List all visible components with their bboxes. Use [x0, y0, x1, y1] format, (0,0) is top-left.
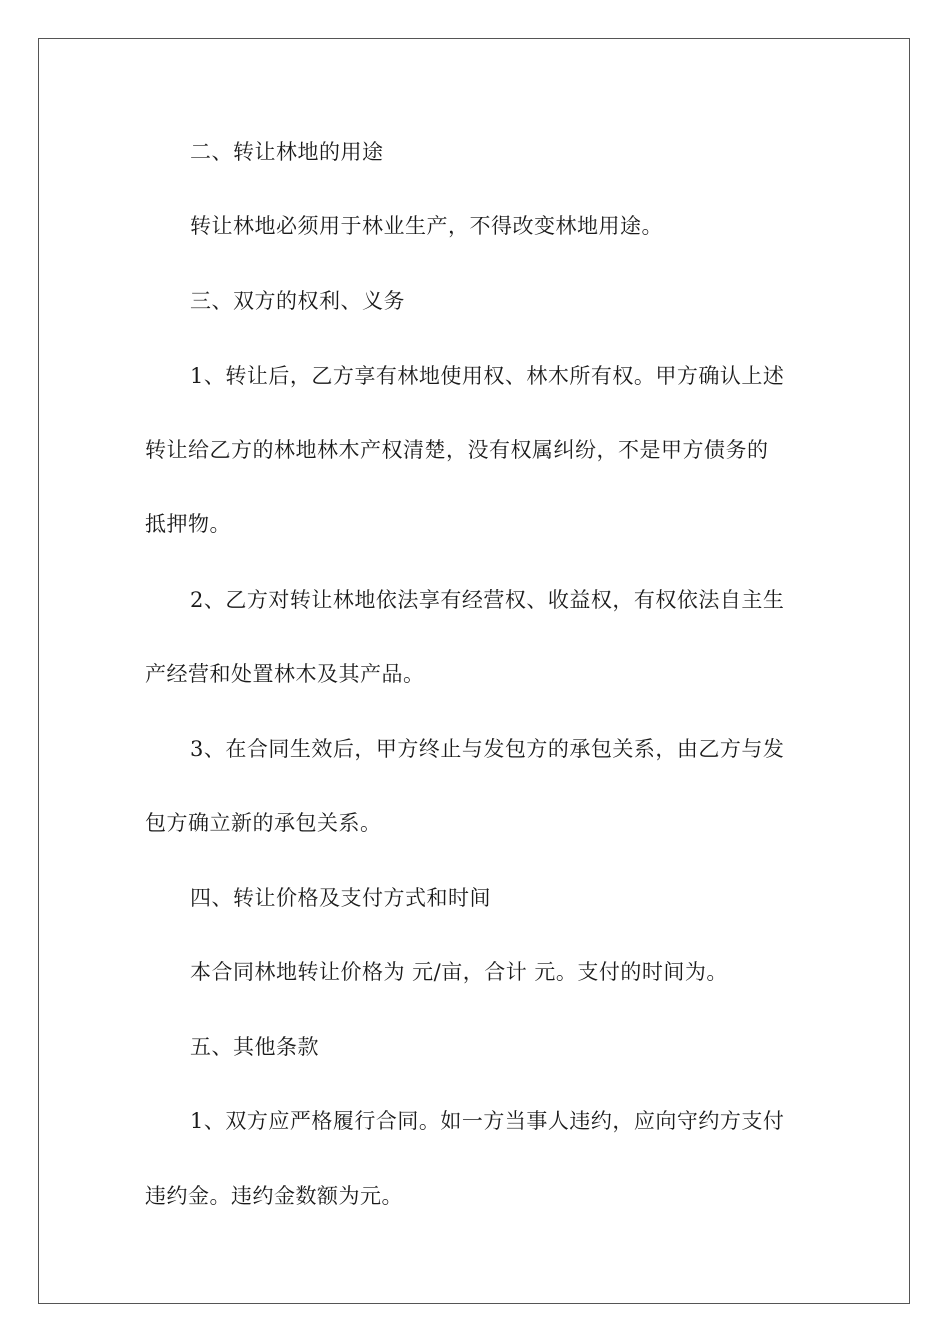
- section-heading-3: 三、双方的权利、义务: [190, 289, 405, 313]
- section-heading-4: 四、转让价格及支付方式和时间: [190, 886, 491, 910]
- clause-3-2-line-1: 2、乙方对转让林地依法享有经营权、收益权，有权依法自主生: [190, 588, 785, 612]
- clause-3-1-line-3: 抵押物。: [145, 512, 231, 536]
- clause-5-1-line-2: 违约金。违约金数额为元。: [145, 1184, 403, 1208]
- paragraph-price: 本合同林地转让价格为 元/亩，合计 元。支付的时间为。: [190, 960, 728, 984]
- section-heading-5: 五、其他条款: [190, 1035, 319, 1059]
- section-heading-2: 二、转让林地的用途: [190, 140, 384, 164]
- paragraph-land-use: 转让林地必须用于林业生产，不得改变林地用途。: [190, 214, 663, 238]
- clause-5-1-line-1: 1、双方应严格履行合同。如一方当事人违约，应向守约方支付: [190, 1109, 785, 1133]
- clause-3-1-line-1: 1、转让后，乙方享有林地使用权、林木所有权。甲方确认上述: [190, 364, 785, 388]
- clause-3-1-line-2: 转让给乙方的林地林木产权清楚，没有权属纠纷，不是甲方债务的: [145, 438, 769, 462]
- clause-3-3-line-2: 包方确立新的承包关系。: [145, 811, 382, 835]
- clause-3-3-line-1: 3、在合同生效后，甲方终止与发包方的承包关系，由乙方与发: [190, 737, 785, 761]
- clause-3-2-line-2: 产经营和处置林木及其产品。: [145, 662, 425, 686]
